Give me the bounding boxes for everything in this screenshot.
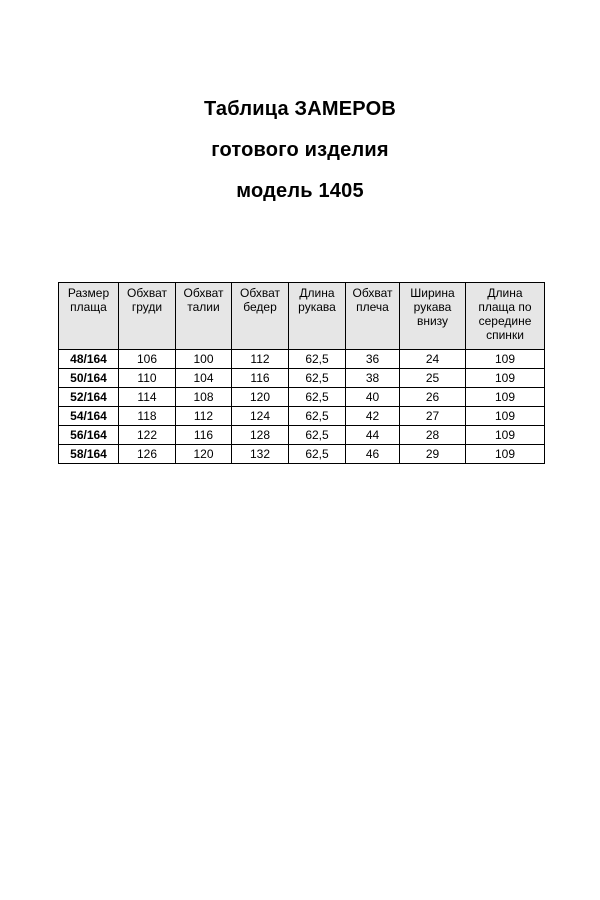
size-cell: 54/164: [59, 407, 119, 426]
hips-cell: 112: [232, 350, 289, 369]
waist-cell: 112: [176, 407, 232, 426]
hips-cell: 124: [232, 407, 289, 426]
coat-length-cell: 109: [466, 369, 545, 388]
waist-cell: 116: [176, 426, 232, 445]
size-cell: 56/164: [59, 426, 119, 445]
header-waist: Обхват талии: [176, 283, 232, 350]
header-hips: Обхват бедер: [232, 283, 289, 350]
shoulder-cell: 38: [346, 369, 400, 388]
sleeve-length-cell: 62,5: [289, 388, 346, 407]
sleeve-length-cell: 62,5: [289, 445, 346, 464]
measurements-table-container: [58, 282, 544, 464]
coat-length-cell: 109: [466, 407, 545, 426]
shoulder-cell: 36: [346, 350, 400, 369]
size-cell: 52/164: [59, 388, 119, 407]
table-row: [59, 388, 545, 407]
header-shoulder: Обхват плеча: [346, 283, 400, 350]
shoulder-cell: 42: [346, 407, 400, 426]
size-cell: 48/164: [59, 350, 119, 369]
sleeve-length-cell: 62,5: [289, 350, 346, 369]
coat-length-cell: 109: [466, 426, 545, 445]
table-row: [59, 426, 545, 445]
header-coat-length: Длина плаща по середине спинки: [466, 283, 545, 350]
table-row: [59, 445, 545, 464]
coat-length-cell: 109: [466, 350, 545, 369]
sleeve-length-cell: 62,5: [289, 369, 346, 388]
table-row: [59, 369, 545, 388]
sleeve-width-cell: 27: [400, 407, 466, 426]
coat-length-cell: 109: [466, 388, 545, 407]
shoulder-cell: 40: [346, 388, 400, 407]
measurements-table: [58, 282, 545, 464]
header-sleeve-length: Длина рукава: [289, 283, 346, 350]
sleeve-width-cell: 28: [400, 426, 466, 445]
chest-cell: 126: [119, 445, 176, 464]
shoulder-cell: 44: [346, 426, 400, 445]
size-cell: 58/164: [59, 445, 119, 464]
sleeve-width-cell: 26: [400, 388, 466, 407]
document-title: [0, 98, 600, 221]
waist-cell: 108: [176, 388, 232, 407]
title-line-3: модель 1405: [236, 180, 364, 202]
chest-cell: 106: [119, 350, 176, 369]
sleeve-width-cell: 29: [400, 445, 466, 464]
sleeve-length-cell: 62,5: [289, 426, 346, 445]
table-header-row: [59, 283, 545, 350]
table-row: [59, 350, 545, 369]
sleeve-width-cell: 24: [400, 350, 466, 369]
waist-cell: 100: [176, 350, 232, 369]
shoulder-cell: 46: [346, 445, 400, 464]
sleeve-width-cell: 25: [400, 369, 466, 388]
header-chest: Обхват груди: [119, 283, 176, 350]
title-line-1: Таблица ЗАМЕРОВ: [204, 98, 396, 120]
hips-cell: 128: [232, 426, 289, 445]
sleeve-length-cell: 62,5: [289, 407, 346, 426]
hips-cell: 132: [232, 445, 289, 464]
table-row: [59, 407, 545, 426]
chest-cell: 122: [119, 426, 176, 445]
chest-cell: 118: [119, 407, 176, 426]
hips-cell: 116: [232, 369, 289, 388]
hips-cell: 120: [232, 388, 289, 407]
waist-cell: 120: [176, 445, 232, 464]
header-size: Размер плаща: [59, 283, 119, 350]
title-line-2: готового изделия: [211, 139, 389, 161]
coat-length-cell: 109: [466, 445, 545, 464]
waist-cell: 104: [176, 369, 232, 388]
chest-cell: 114: [119, 388, 176, 407]
chest-cell: 110: [119, 369, 176, 388]
size-cell: 50/164: [59, 369, 119, 388]
header-sleeve-width: Ширина рукава внизу: [400, 283, 466, 350]
